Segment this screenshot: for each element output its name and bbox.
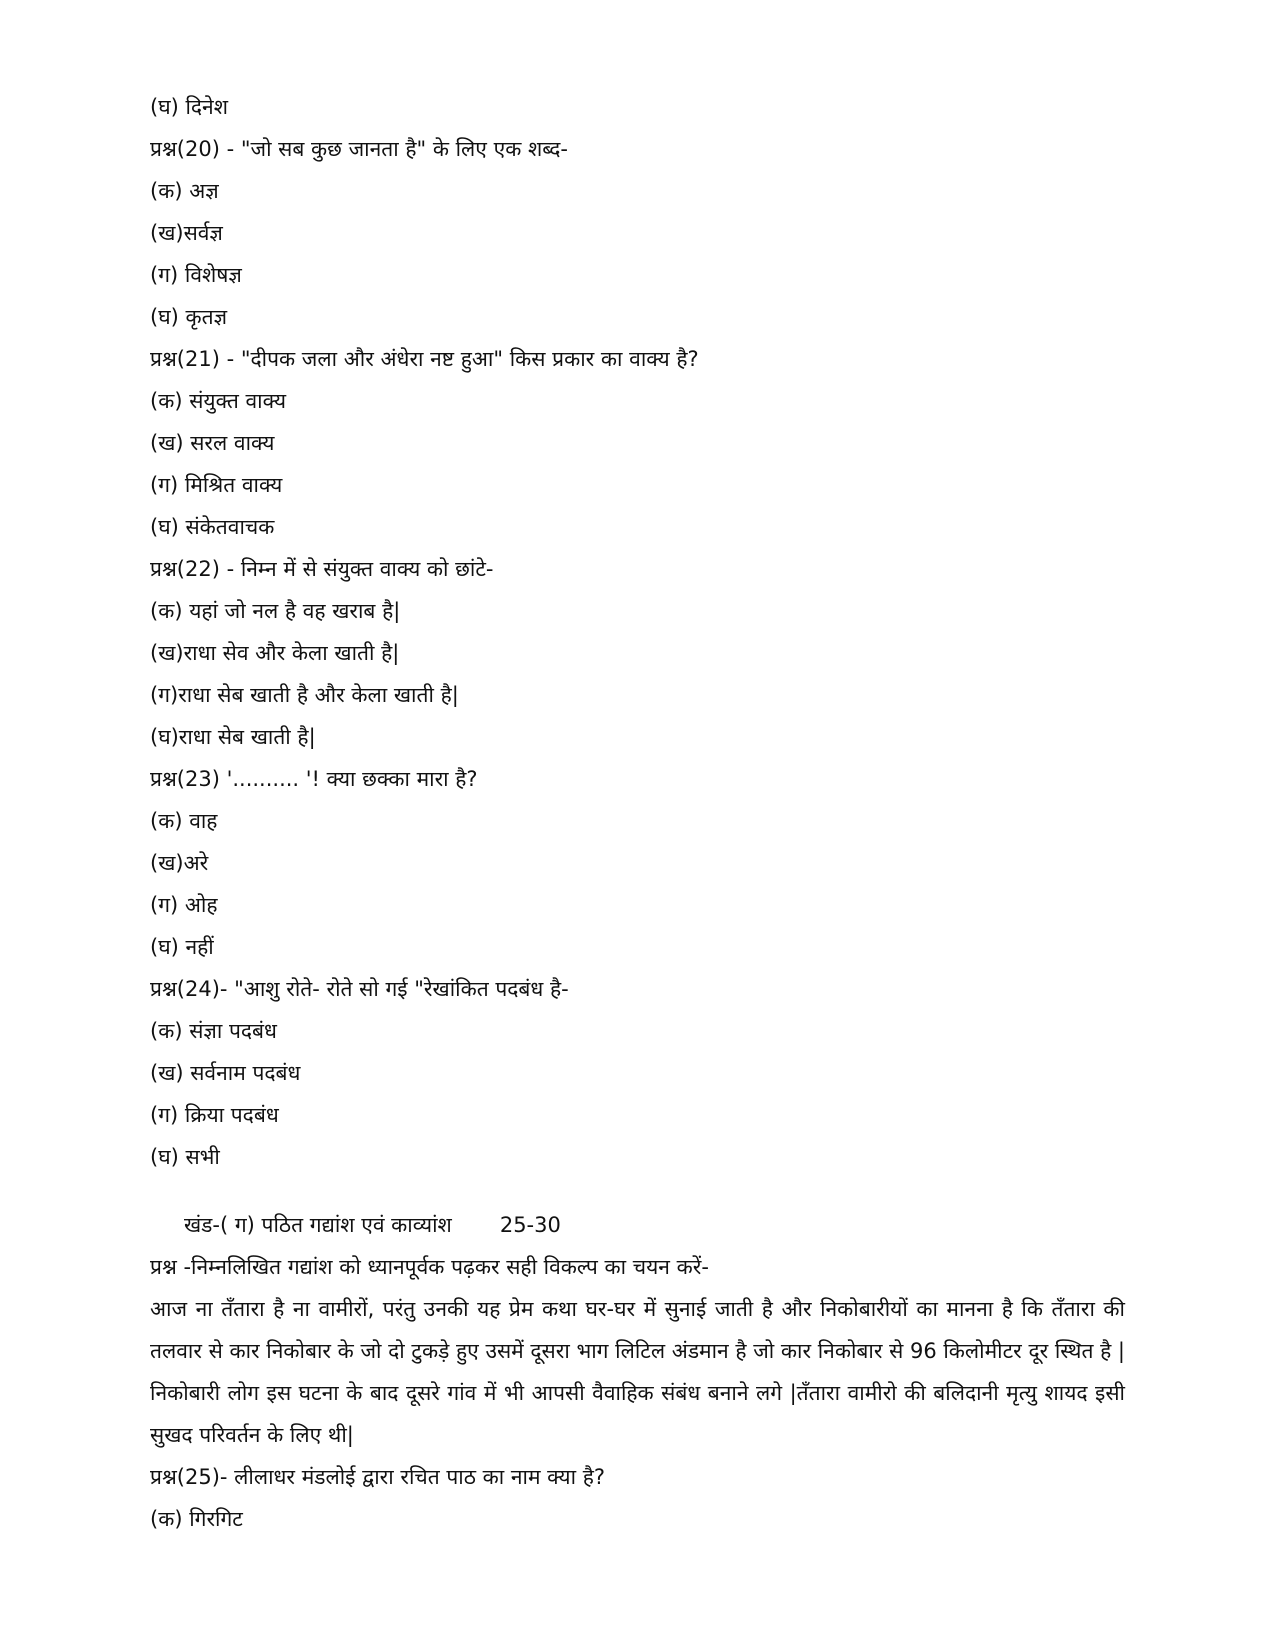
passage-paragraph: आज ना तँतारा है ना वामीरों, परंतु उनकी यह प्रेम कथा घर-घर में सुनाई जाती है और निकोबारीयों का मानना है कि तँतारा की तलवार से कार निकोबार के जो दो टुकड़े हुए उसमें दूसरा भाग लिटिल अंडमान है जो कार निकोबार से 96 किलोमीटर दूर स्थित है | निकोबारी लोग इस घटना के बाद दूसरे गांव में भी आपसी वैवाहिक संबंध बनाने लगे |तँतारा वामीरो की बलिदानी मृत्यु शायद इसी सुखद परिवर्तन के लिए थी| xyxy=(150,1297,1126,1447)
section-heading xyxy=(150,1204,1125,1246)
option-line: (क) यहां जो नल है वह खराब है| xyxy=(150,599,401,623)
option-line: (घ) नहीं xyxy=(150,935,214,959)
option-line: (ग) विशेषज्ञ xyxy=(150,263,242,287)
option-line: (क) संज्ञा पदबंध xyxy=(150,1019,277,1043)
question-line: प्रश्न(25)- लीलाधर मंडलोई द्वारा रचित पाठ का नाम क्या है? xyxy=(150,1465,606,1489)
option-line: (क) संयुक्त वाक्य xyxy=(150,389,286,413)
option-line: (क) वाह xyxy=(150,809,218,833)
section-title: खंड-( ग) पठित गद्यांश एवं काव्यांश xyxy=(184,1213,452,1237)
question-line: प्रश्न(24)- "आशु रोते- रोते सो गई "रेखांकित पदबंध है- xyxy=(150,977,569,1001)
spacer xyxy=(150,1178,1125,1204)
option-line: (ग) ओह xyxy=(150,893,218,917)
option-line: (क) अज्ञ xyxy=(150,179,219,203)
option-line: (ख)अरे xyxy=(150,851,209,875)
option-line: (घ) कृतज्ञ xyxy=(150,305,228,329)
section-marks: 25-30 xyxy=(499,1213,561,1237)
option-line: (घ) सभी xyxy=(150,1145,220,1169)
option-line: (ग) क्रिया पदबंध xyxy=(150,1103,279,1127)
option-line: (ख)सर्वज्ञ xyxy=(150,221,223,245)
question-line: प्रश्न(21) - "दीपक जला और अंधेरा नष्ट हुआ" किस प्रकार का वाक्य है? xyxy=(150,347,699,371)
instruction-line: प्रश्न -निम्नलिखित गद्यांश को ध्यानपूर्वक पढ़कर सही विकल्प का चयन करें- xyxy=(150,1255,709,1279)
question-list-top xyxy=(150,86,1125,1178)
option-line: (घ) संकेतवाचक xyxy=(150,515,275,539)
option-line: (ग) मिश्रित वाक्य xyxy=(150,473,283,497)
option-line: (ख)राधा सेव और केला खाती है| xyxy=(150,641,400,665)
question-line: प्रश्न(23) '.......... '! क्या छक्का मारा है? xyxy=(150,767,478,791)
option-line: (घ)राधा सेब खाती है| xyxy=(150,725,316,749)
question-line: प्रश्न(22) - निम्न में से संयुक्त वाक्य को छांटे- xyxy=(150,557,494,581)
question-line: प्रश्न(20) - "जो सब कुछ जानता है" के लिए एक शब्द- xyxy=(150,137,569,161)
option-line: (ख) सर्वनाम पदबंध xyxy=(150,1061,301,1085)
option-line: (क) गिरगिट xyxy=(150,1507,243,1531)
option-line: (ख) सरल वाक्य xyxy=(150,431,275,455)
option-line: (ग)राधा सेब खाती है और केला खाती है| xyxy=(150,683,459,707)
option-line: (घ) दिनेश xyxy=(150,95,228,119)
